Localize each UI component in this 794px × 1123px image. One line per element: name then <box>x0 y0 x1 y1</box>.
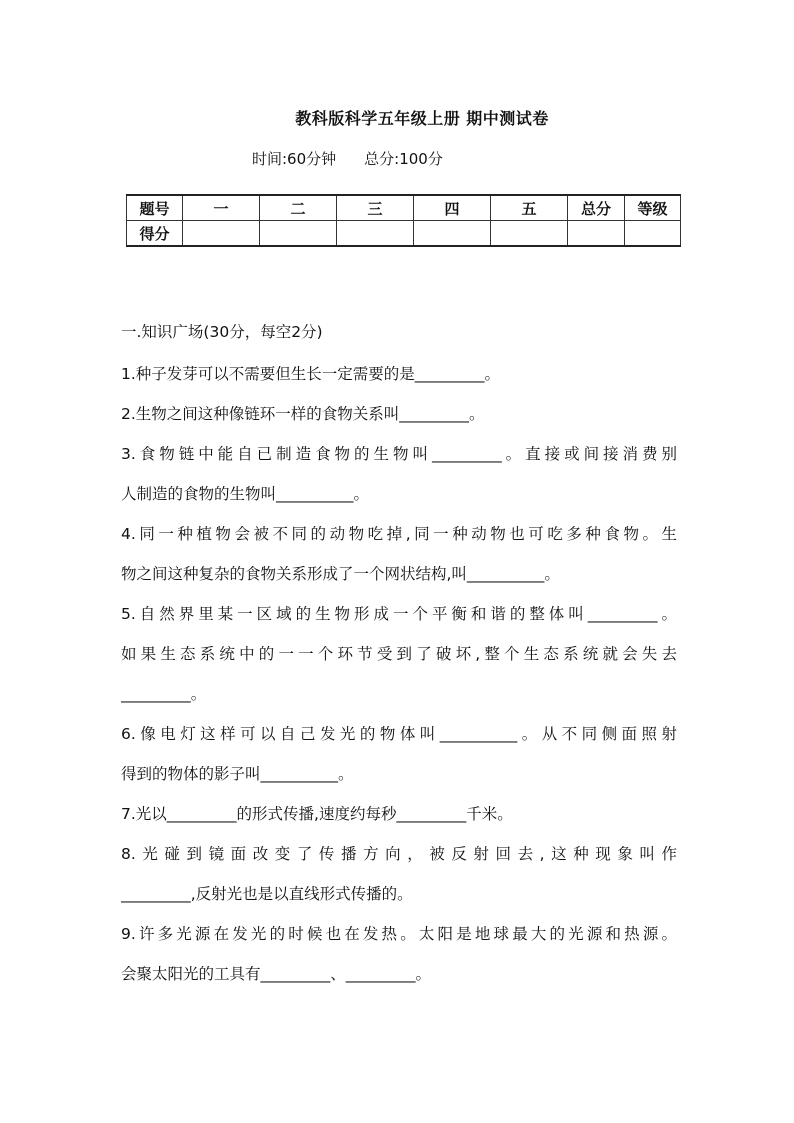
question-line: _________,反射光也是以直线形式传播的。 <box>121 885 413 903</box>
time-limit: 时间:60分钟 <box>252 150 337 168</box>
question-line: 3.食物链中能自已制造食物的生物叫_________。直接或间接消费别 <box>121 445 677 463</box>
score-cell[interactable] <box>491 221 568 247</box>
score-cell[interactable] <box>183 221 260 247</box>
score-table-score-row <box>127 221 681 247</box>
question-line: 7.光以_________的形式传播,速度约每秒_________千米。 <box>121 805 513 823</box>
header-cell-section-4: 四 <box>414 195 491 221</box>
section-1 <box>121 312 677 994</box>
score-cell[interactable] <box>625 221 681 247</box>
question-line: 2.生物之间这种像链环一样的食物关系叫_________。 <box>121 405 485 423</box>
header-cell-section-5: 五 <box>491 195 568 221</box>
question-line: _________。 <box>121 685 207 703</box>
question-line: 5.自然界里某一区域的生物形成一个平衡和谐的整体叫_________。 <box>121 605 677 623</box>
score-cell[interactable] <box>568 221 625 247</box>
score-row-label: 得分 <box>127 221 183 247</box>
question-line: 得到的物体的影子叫__________。 <box>121 765 354 783</box>
question-line: 6.像电灯这样可以自己发光的物体叫__________。从不同侧面照射 <box>121 725 677 743</box>
total-score: 总分:100分 <box>364 150 443 168</box>
question-line: 会聚太阳光的工具有_________、_________。 <box>121 965 432 983</box>
header-cell-question-number: 题号 <box>127 195 183 221</box>
header-cell-grade: 等级 <box>625 195 681 221</box>
score-table <box>126 194 681 247</box>
question-line: 8.光碰到镜面改变了传播方向，被反射回去,这种现象叫作 <box>121 845 677 863</box>
score-cell[interactable] <box>414 221 491 247</box>
header-cell-total: 总分 <box>568 195 625 221</box>
exam-meta <box>252 148 443 169</box>
question-line: 1.种子发芽可以不需要但生长一定需要的是_________。 <box>121 365 501 383</box>
page-title: 教科版科学五年级上册 期中测试卷 <box>295 109 549 128</box>
header-cell-section-2: 二 <box>260 195 337 221</box>
question-line: 4.同一种植物会被不同的动物吃掉,同一种动物也可吃多种食物。生 <box>121 525 677 543</box>
section-heading: 一.知识广场(30分，每空2分) <box>121 323 323 341</box>
header-cell-section-3: 三 <box>337 195 414 221</box>
question-line: 人制造的食物的生物叫__________。 <box>121 485 370 503</box>
question-line: 物之间这种复杂的食物关系形成了一个网状结构,叫__________。 <box>121 565 560 583</box>
question-line: 9.许多光源在发光的时候也在发热。太阳是地球最大的光源和热源。 <box>121 925 677 943</box>
score-table-header-row <box>127 195 681 221</box>
score-cell[interactable] <box>260 221 337 247</box>
score-cell[interactable] <box>337 221 414 247</box>
question-line: 如果生态系统中的一一个环节受到了破坏,整个生态系统就会失去 <box>121 645 677 663</box>
header-cell-section-1: 一 <box>183 195 260 221</box>
